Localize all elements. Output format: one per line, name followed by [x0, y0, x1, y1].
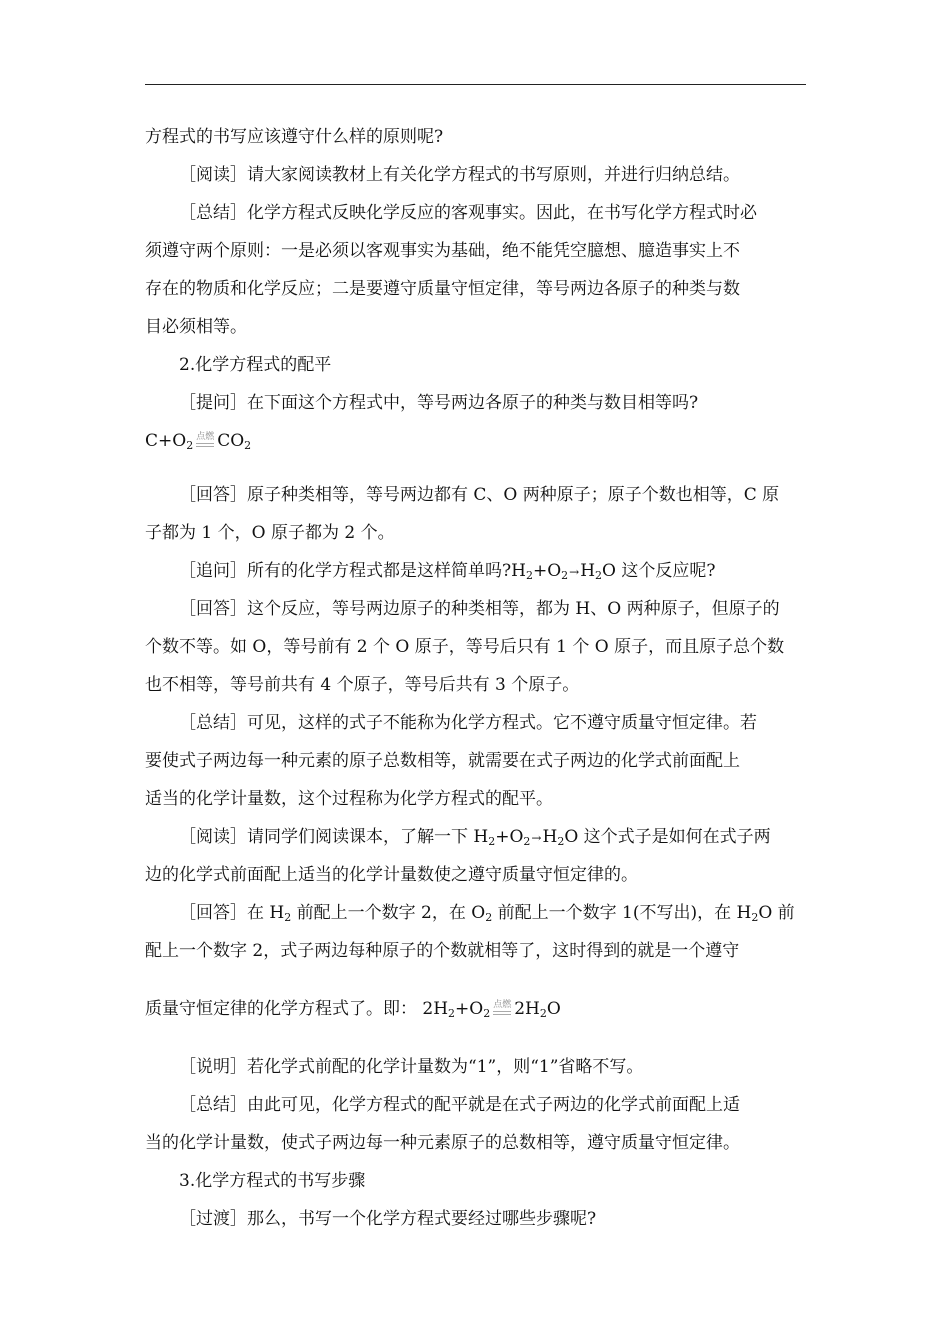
followup-line: ［追问］所有的化学方程式都是这样简单吗$?H_2+O_2\to H_2O$ 这个反应呢?: [179, 561, 716, 582]
text-line: ［回答］原子种类相等，等号两边都有 C、O 两种原子；原子个数也相等，C 原: [179, 485, 780, 505]
text-line: ［总结］由此可见，化学方程式的配平就是在式子两边的化学式前面配上适: [179, 1095, 740, 1115]
text-line: 方程式的书写应该遵守什么样的原则呢?: [145, 127, 444, 147]
text-line: ［过渡］那么，书写一个化学方程式要经过哪些步骤呢?: [179, 1209, 597, 1229]
text-line: 当的化学计量数，使式子两边每一种元素原子的总数相等，遵守质量守恒定律。: [145, 1133, 740, 1153]
reaction-condition: 点燃: [492, 1000, 512, 1020]
text-line: 须遵守两个原则：一是必须以客观事实为基础，绝不能凭空臆想、臆造事实上不: [145, 241, 740, 261]
text-line: ［总结］可见，这样的式子不能称为化学方程式。它不遵守质量守恒定律。若: [179, 713, 757, 733]
text-line: 配上一个数字 2，式子两边每种原子的个数就相等了，这时得到的就是一个遵守: [145, 941, 740, 961]
text-line: ［总结］化学方程式反映化学反应的客观事实。因此，在书写化学方程式时必: [179, 203, 757, 223]
text-line: ［提问］在下面这个方程式中，等号两边各原子的种类与数目相等吗?: [179, 393, 699, 413]
text-line: ［阅读］请大家阅读教材上有关化学方程式的书写原则，并进行归纳总结。: [179, 165, 740, 185]
document-body: [145, 118, 810, 1238]
arrow-icon: →: [531, 831, 542, 845]
text-line: ［回答］这个反应，等号两边原子的种类相等，都为 H、O 两种原子，但原子的: [179, 599, 780, 619]
section-heading: 2.化学方程式的配平: [179, 355, 332, 375]
header-rule: [145, 84, 806, 85]
equation-carbon: $C+O_2$ 点燃 $CO_2$: [145, 431, 252, 452]
text-line: 存在的物质和化学反应；二是要遵守质量守恒定律，等号两边各原子的种类与数: [145, 279, 740, 299]
reading-line: ［阅读］请同学们阅读课本，了解一下 $H_2+O_2\to H_2O$ 这个式子是如何在式子两: [179, 827, 771, 848]
text-line: 子都为 1 个，O 原子都为 2 个。: [145, 523, 395, 543]
text-line: 也不相等，等号前共有 4 个原子，等号后共有 3 个原子。: [145, 675, 580, 695]
text-line: 适当的化学计量数，这个过程称为化学方程式的配平。: [145, 789, 553, 809]
text-line: 目必须相等。: [145, 317, 247, 337]
text-line: ［说明］若化学式前配的化学计量数为“1”，则“1”省略不写。: [179, 1057, 644, 1077]
reaction-condition: 点燃: [195, 432, 215, 452]
text-line: 个数不等。如 O，等号前有 2 个 O 原子，等号后只有 1 个 O 原子，而且原子总个数: [145, 637, 785, 657]
text-line: 边的化学式前面配上适当的化学计量数使之遵守质量守恒定律的。: [145, 865, 638, 885]
answer-line: ［回答］在 $H_2$ 前配上一个数字 2，在 $O_2$ 前配上一个数字 1(不写出)，在 $H_2O$ 前: [179, 903, 795, 924]
section-heading: 3.化学方程式的书写步骤: [179, 1171, 366, 1191]
text-line: 要使式子两边每一种元素的原子总数相等，就需要在式子两边的化学式前面配上: [145, 751, 740, 771]
equation-water: 质量守恒定律的化学方程式了。即： $2H_2+O_2$ 点燃 $2H_2O$: [145, 999, 561, 1020]
arrow-icon: →: [569, 565, 580, 579]
